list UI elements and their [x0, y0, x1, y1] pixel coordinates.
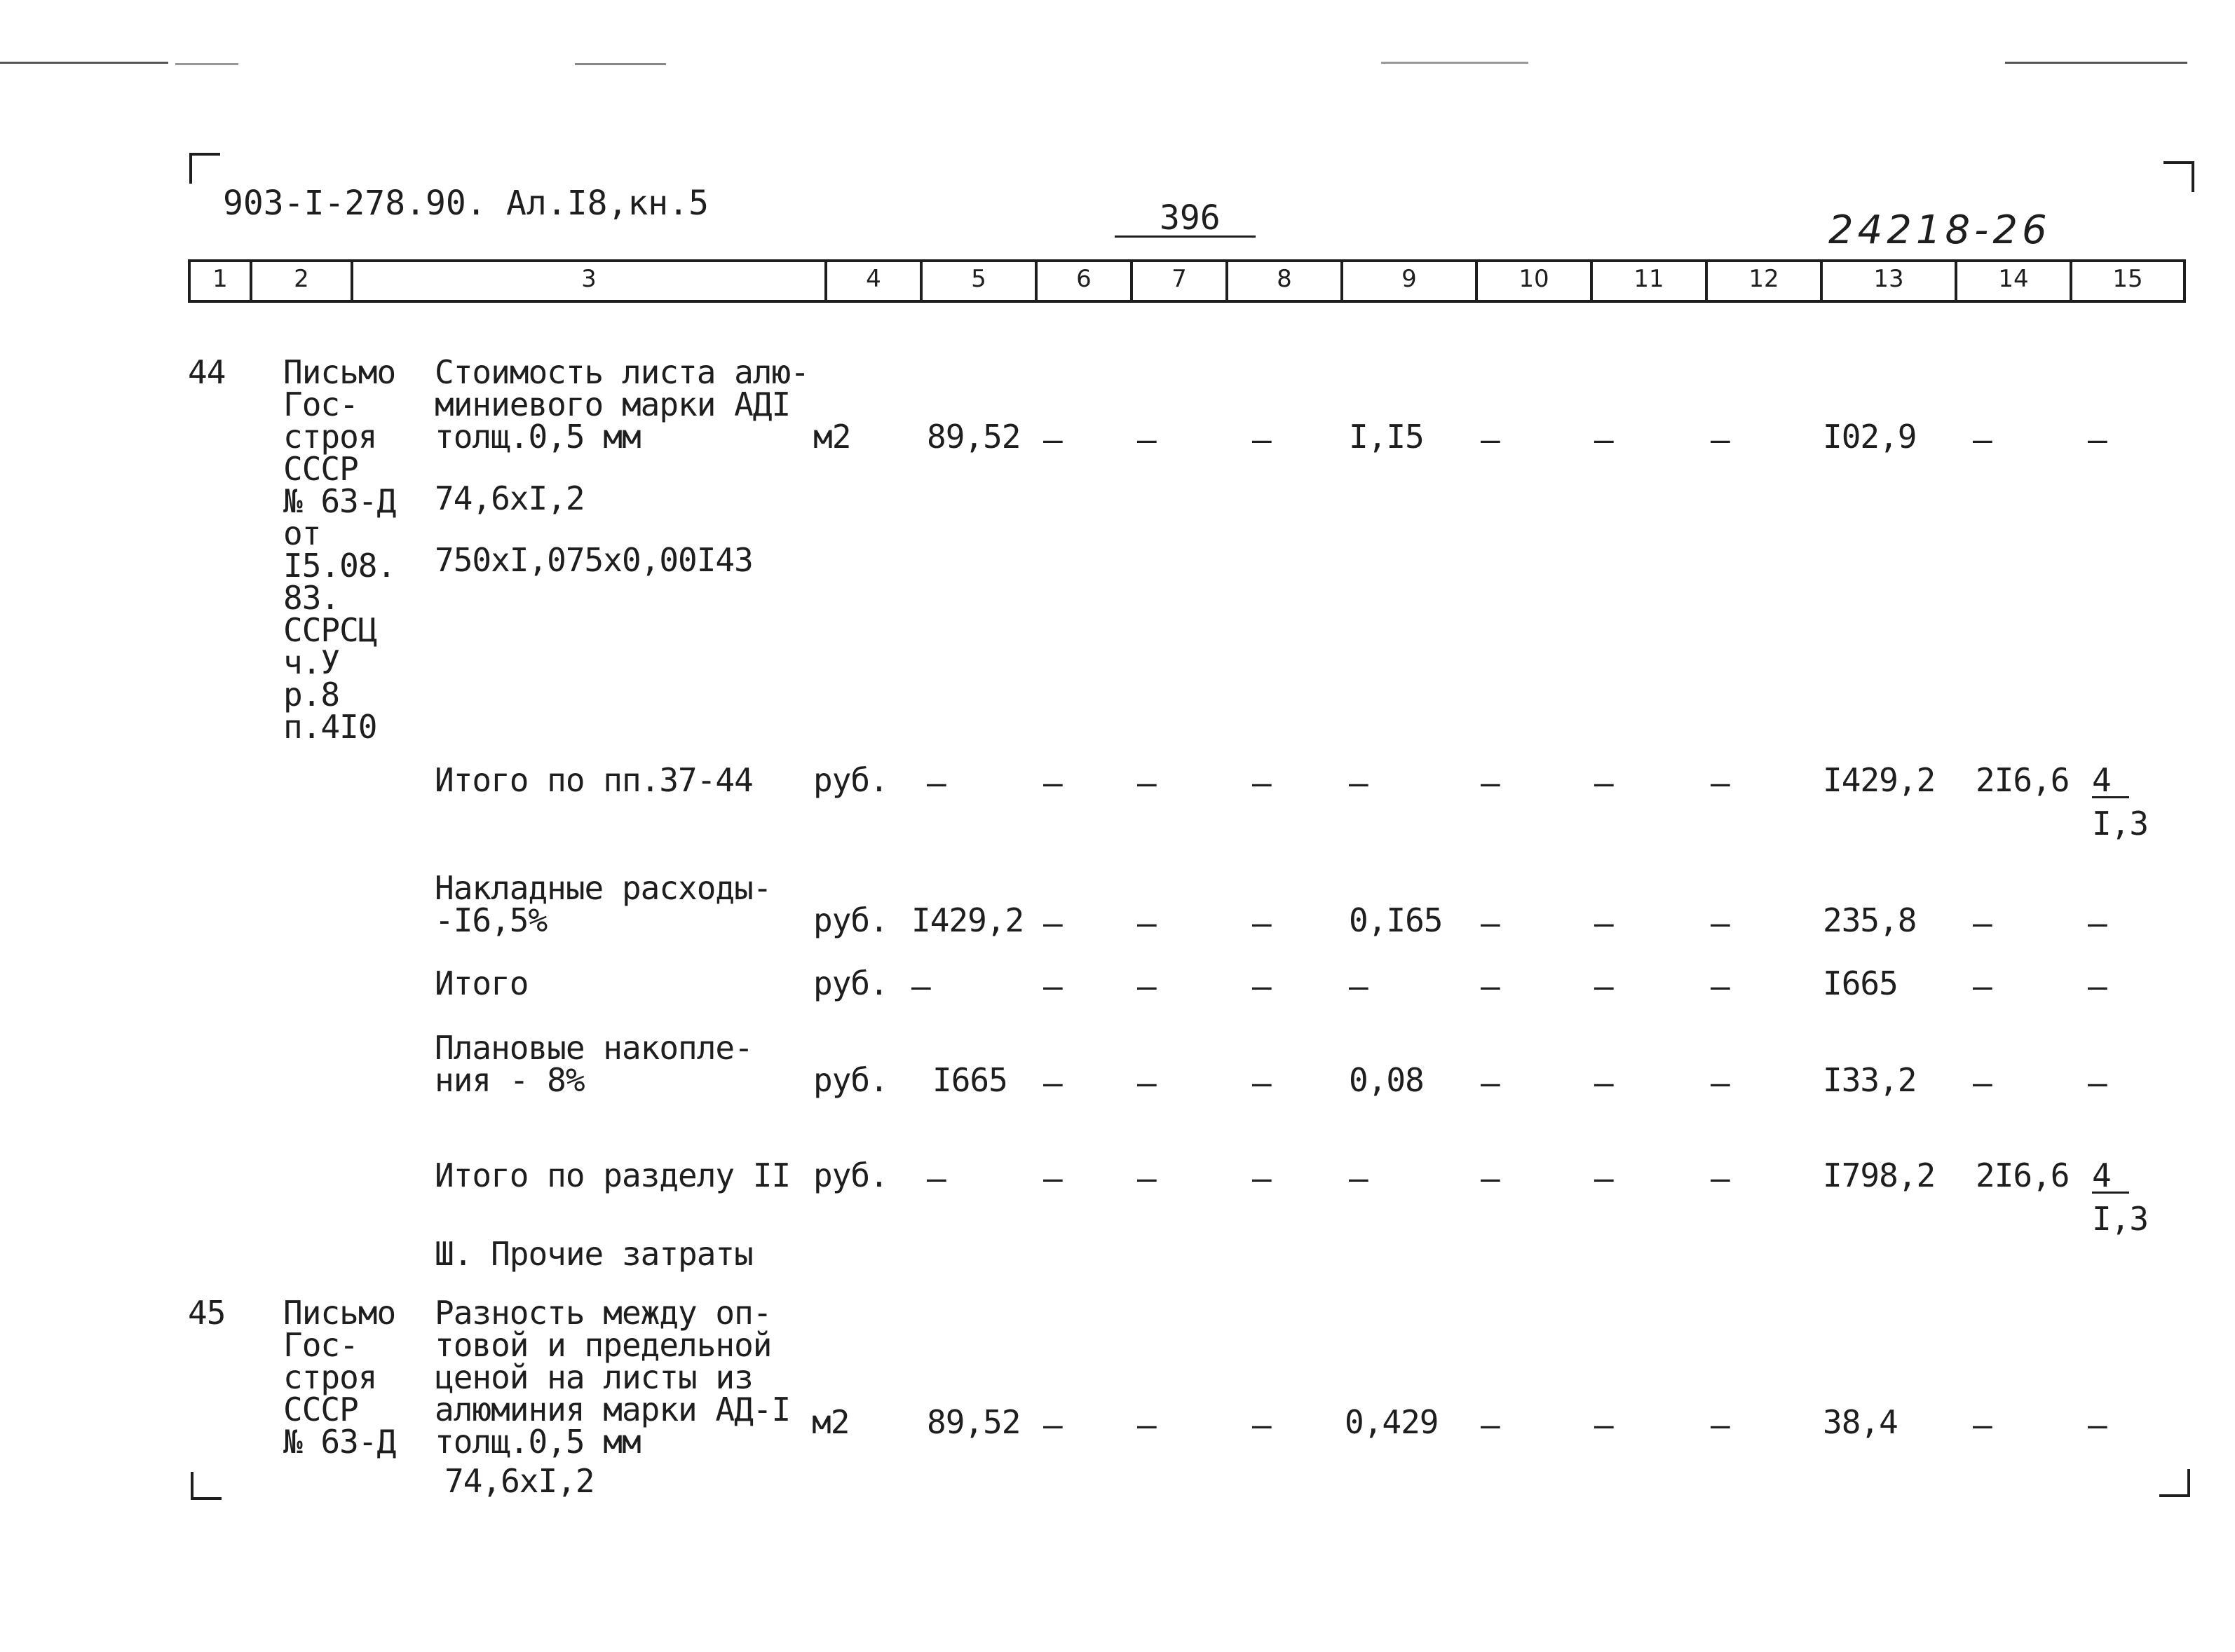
cell-dash: –	[1252, 967, 1272, 1005]
cell-dash: –	[1137, 421, 1157, 458]
cell-dash: –	[1043, 421, 1063, 458]
cell-dash: –	[1711, 1159, 1730, 1197]
row-number: 45	[188, 1294, 226, 1332]
cell-dash: –	[1481, 967, 1500, 1005]
cell-dash: –	[1711, 967, 1730, 1005]
cell-dash: –	[1043, 1064, 1063, 1102]
row-amount: I33,2	[1823, 1061, 1917, 1099]
column-number: 5	[971, 265, 986, 293]
row-description: Разность между оп- товой и предельной ценой на листы из алюминия марки АД-I толщ.0,5 мм	[435, 1294, 791, 1461]
cell-dash: –	[1594, 1064, 1614, 1102]
row-amount: I665	[1823, 964, 1898, 1002]
cell-dash: –	[1043, 764, 1063, 802]
row-amount: 235,8	[1823, 901, 1917, 939]
corner-mark-top-left	[189, 153, 220, 184]
row-unit: руб.	[813, 761, 888, 799]
cell-dash: –	[911, 967, 931, 1005]
cell-dash: –	[1252, 764, 1272, 802]
inventory-number: 24218-26	[1828, 207, 2051, 253]
row-coefficient: I,I5	[1349, 418, 1424, 456]
album-reference: Ал.I8,кн.5	[506, 184, 709, 223]
cell-dash: –	[2088, 967, 2107, 1005]
column-number: 3	[581, 265, 597, 293]
cell-dash: –	[1973, 421, 1992, 458]
fraction-denominator: I,3	[2092, 1200, 2149, 1238]
cell-dash: –	[1594, 1159, 1614, 1197]
cell-dash: –	[1973, 967, 1992, 1005]
row-coefficient: 0,429	[1345, 1403, 1439, 1441]
row-quantity: 89,52	[927, 418, 1021, 456]
cell-dash: –	[1137, 1159, 1157, 1197]
scan-artifact-line	[575, 63, 666, 65]
cell-dash: –	[1594, 904, 1614, 942]
row-calculation: 74,6хI,2	[444, 1462, 595, 1500]
cell-dash: –	[1481, 904, 1500, 942]
cell-dash: –	[1043, 967, 1063, 1005]
column-divider	[2183, 259, 2186, 303]
row-calculation: 74,6хI,2	[435, 479, 585, 517]
column-number: 2	[294, 265, 309, 293]
column-header-bottom-border	[188, 300, 2186, 303]
cell-dash: –	[1137, 967, 1157, 1005]
cell-dash: –	[1043, 904, 1063, 942]
row-unit: руб.	[813, 964, 888, 1002]
row-amount-col14: 2I6,6	[1976, 1156, 2070, 1194]
cell-dash: –	[2088, 1406, 2107, 1444]
section-title: Ш. Прочие затраты	[435, 1235, 753, 1273]
cell-dash: –	[1973, 904, 1992, 942]
corner-mark-top-right	[2163, 161, 2194, 192]
cell-dash: –	[1252, 904, 1272, 942]
cell-dash: –	[1137, 904, 1157, 942]
cell-dash: –	[1137, 1406, 1157, 1444]
row-amount: I02,9	[1823, 418, 1917, 456]
row-unit: руб.	[813, 1061, 888, 1099]
row-amount-col14: 2I6,6	[1976, 761, 2070, 799]
cell-dash: –	[1594, 967, 1614, 1005]
scan-artifact-line	[2005, 62, 2187, 64]
cell-dash: –	[2088, 421, 2107, 458]
row-unit: м2	[812, 1403, 850, 1441]
column-number: 10	[1519, 265, 1549, 293]
row-calculation: 750хI,075х0,00I43	[435, 541, 753, 579]
overhead-label: Накладные расходы- -I6,5%	[435, 869, 772, 939]
cell-dash: –	[2088, 1064, 2107, 1102]
cell-dash: –	[1711, 1064, 1730, 1102]
cell-dash: –	[1973, 1064, 1992, 1102]
column-number: 15	[2112, 265, 2143, 293]
cell-dash: –	[1349, 1159, 1368, 1197]
cell-dash: –	[1711, 1406, 1730, 1444]
cell-dash: –	[1349, 764, 1368, 802]
cell-dash: –	[1594, 421, 1614, 458]
cell-dash: –	[927, 1159, 946, 1197]
cell-dash: –	[1043, 1159, 1063, 1197]
column-number: 14	[1998, 265, 2029, 293]
page-number: 396	[1115, 200, 1256, 238]
cell-dash: –	[1481, 764, 1500, 802]
row-coefficient: 0,08	[1349, 1061, 1424, 1099]
column-header-top-border	[188, 259, 2186, 262]
row-unit: руб.	[813, 901, 888, 939]
column-number: 12	[1748, 265, 1779, 293]
row-amount: I429,2	[1823, 761, 1936, 799]
cell-dash: –	[1481, 1406, 1500, 1444]
cell-dash: –	[1711, 904, 1730, 942]
section-total-label: Итого по разделу II	[435, 1156, 791, 1194]
column-number: 7	[1171, 265, 1187, 293]
scan-artifact-line	[0, 62, 168, 64]
row-amount: 38,4	[1823, 1403, 1898, 1441]
row-source: Письмо Гос- строя СССР № 63-Д	[283, 1294, 396, 1461]
corner-mark-bottom-right	[2159, 1469, 2190, 1497]
cell-dash: –	[1043, 1406, 1063, 1444]
row-quantity: I665	[932, 1061, 1007, 1099]
scan-artifact-line	[1381, 62, 1528, 64]
cell-dash: –	[2088, 904, 2107, 942]
row-quantity: I429,2	[911, 901, 1024, 939]
cell-dash: –	[1137, 764, 1157, 802]
subtotal-label: Итого по пп.37-44	[435, 761, 753, 799]
cell-dash: –	[1594, 764, 1614, 802]
row-source: Письмо Гос- строя СССР № 63-Д от I5.08. 83. ССРСЦ ч.У р.8 п.4I0	[283, 353, 396, 746]
total-label: Итого	[435, 964, 529, 1002]
cell-dash: –	[1594, 1406, 1614, 1444]
planned-savings-label: Плановые накопле- ния - 8%	[435, 1029, 753, 1099]
row-description: Стоимость листа алю- миниевого марки АДI толщ.0,5 мм	[435, 353, 809, 456]
cell-dash: –	[1711, 764, 1730, 802]
scan-artifact-line	[175, 63, 238, 65]
cell-dash: –	[1252, 1064, 1272, 1102]
cell-dash: –	[1137, 1064, 1157, 1102]
cell-dash: –	[1481, 1159, 1500, 1197]
cell-dash: –	[1252, 421, 1272, 458]
corner-mark-bottom-left	[191, 1472, 222, 1500]
cell-dash: –	[1252, 1406, 1272, 1444]
column-number: 11	[1633, 265, 1664, 293]
row-coefficient: 0,I65	[1349, 901, 1443, 939]
row-amount: I798,2	[1823, 1156, 1936, 1194]
document-code: 903-I-278.90.	[223, 184, 487, 223]
column-number: 8	[1277, 265, 1292, 293]
cell-dash: –	[1349, 967, 1368, 1005]
column-number: 1	[212, 265, 228, 293]
fraction-denominator: I,3	[2092, 805, 2149, 842]
cell-dash: –	[927, 764, 946, 802]
cell-dash: –	[1711, 421, 1730, 458]
fraction-numerator: 4	[2092, 1159, 2129, 1194]
row-unit: м2	[813, 418, 851, 456]
cell-dash: –	[1481, 421, 1500, 458]
cell-dash: –	[1252, 1159, 1272, 1197]
cell-dash: –	[1973, 1406, 1992, 1444]
row-number: 44	[188, 353, 226, 391]
row-quantity: 89,52	[927, 1403, 1021, 1441]
column-number: 13	[1873, 265, 1904, 293]
fraction-numerator: 4	[2092, 764, 2129, 798]
column-number: 6	[1076, 265, 1092, 293]
column-number: 9	[1401, 265, 1417, 293]
cell-dash: –	[1481, 1064, 1500, 1102]
row-unit: руб.	[813, 1156, 888, 1194]
column-number: 4	[866, 265, 881, 293]
